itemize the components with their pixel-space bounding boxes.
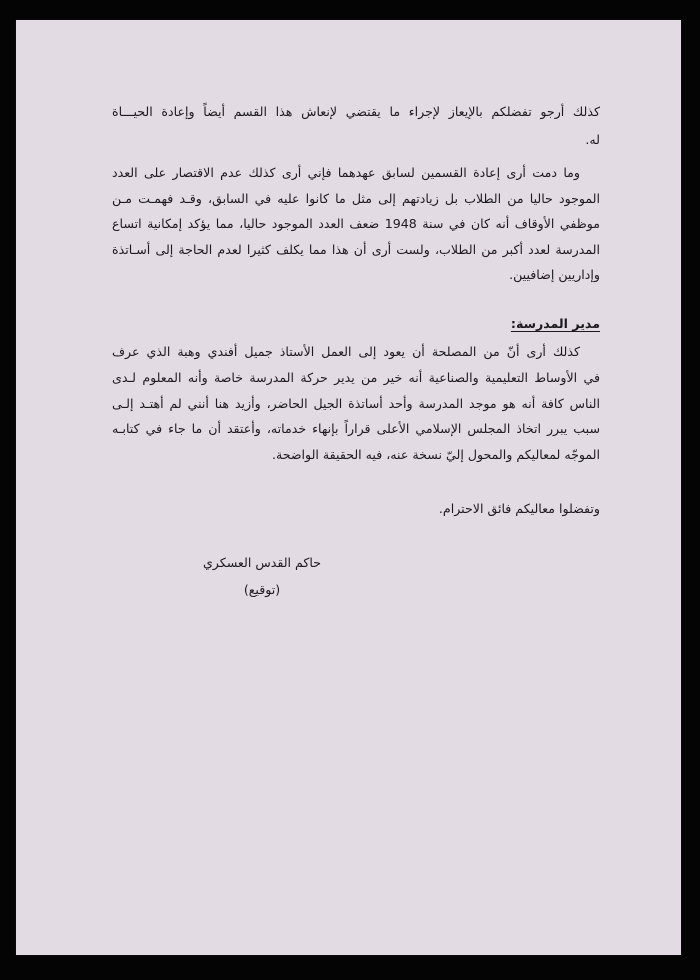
paragraph-2-line-2: الموجود حاليا من الطلاب بل زيادتهم إلى مثل ما كانوا عليه في السابق، وقـد فهمـت مـن — [112, 191, 600, 206]
paragraph-3-line-5: الموجّه لمعاليكم والمحول إليّ نسخة عنه، فيه الحقيقة الواضحة. — [271, 447, 600, 462]
signature-title: حاكم القدس العسكري — [202, 555, 322, 570]
paragraph-2-line-1: وما دمت أرى إعادة القسمين لسابق عهدهما فإني أرى كذلك عدم الاقتصار على العدد — [112, 165, 580, 180]
closing-salutation: وتفضلوا معاليكم فائق الاحترام. — [438, 501, 600, 516]
paragraph-3-line-2: في الأوساط التعليمية والصناعية أنه خير من يدير حركة المدرسة خاصة وأنه المعلوم لـدى — [112, 370, 600, 385]
paragraph-3-line-1: كذلك أرى أنّ من المصلحة أن يعود إلى العمل الأستاذ جميل أفندي وهبة الذي عرف — [112, 344, 580, 359]
paragraph-2-line-3: موظفي الأوقاف أنه كان في سنة 1948 ضعف العدد الموجود حاليا، مما يؤكد إمكانية اتساع — [112, 216, 601, 231]
paragraph-1-line-2: له. — [585, 132, 600, 147]
paragraph-3-line-3: الناس كافة أنه هو موجد المدرسة وأحد أساتذة الجيل الحاضر، وأزيد هنا أنني لم أهتـد إلـى — [112, 396, 600, 411]
signature-note: (توقيع) — [243, 582, 281, 597]
section-heading-school-director: مدير المدرسة: — [510, 316, 600, 331]
paragraph-3-line-4: سبب يبرر اتخاذ المجلس الإسلامي الأعلى قراراً بإنهاء خدماته، وأعتقد أن ما جاء في كتابـه — [112, 421, 600, 436]
document-page — [16, 20, 681, 955]
paragraph-2-line-4: المدرسة لعدد أكبر من الطلاب، ولست أرى أن هذا مما يكلف كثيرا لعدم الحاجة إلى أسـاتذة — [112, 242, 600, 257]
paragraph-1-line-1: كذلك أرجو تفضلكم بالإيعاز لإجراء ما يقتضي لإنعاش هذا القسم أيضاً وإعادة الحيـــاة — [112, 104, 600, 119]
paragraph-2-line-5: وإداريين إضافيين. — [509, 267, 600, 282]
